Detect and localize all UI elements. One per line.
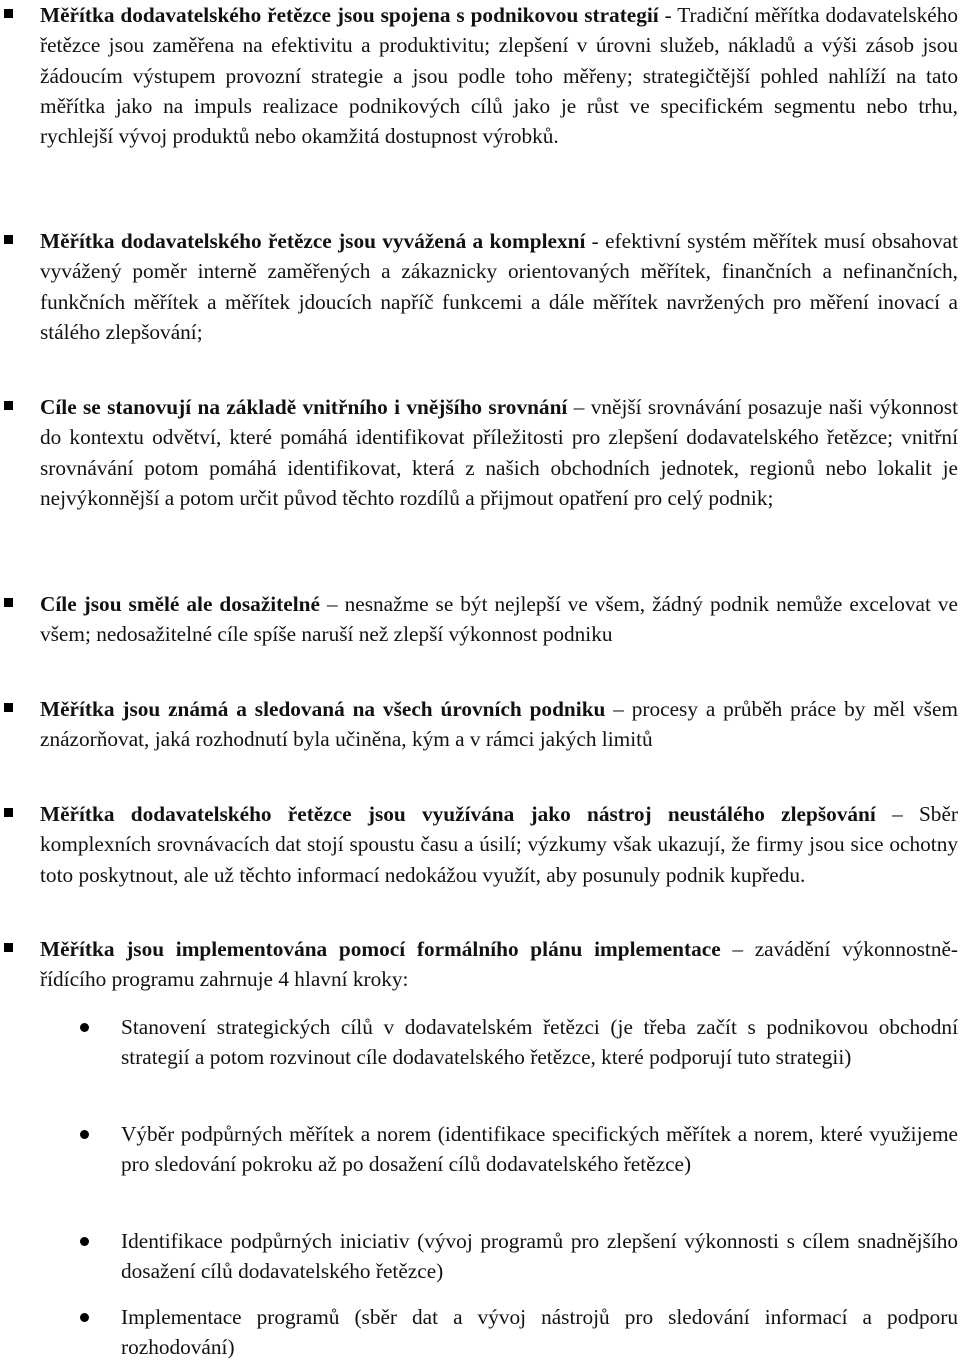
square-bullet-icon xyxy=(4,9,13,18)
list-item-separator: – xyxy=(319,592,345,616)
list-item xyxy=(0,934,960,995)
list-item-body: procesy a průběh práce by měl všem znázorňovat, jaká rozhodnutí byla učiněna, kým a v rámci jakých limitů xyxy=(40,697,958,752)
list-item-body: Tradiční měřítka dodavatelského řetězce jsou zaměřena na efektivitu a produktivitu; zlepšení v úrovni služeb, nákladů a výši zásob jsou žádoucím výstupem provozní strategie a jsou podle toho měřeny; strategičtější pohled nahlíží na tato měřítka jako na impuls realizace podnikových cílů jako je růst ve specifickém segmentu nebo trhu, rychlejší vývoj produktů nebo okamžitá dostupnost výrobků. xyxy=(40,3,958,149)
list-item-separator: – xyxy=(720,937,755,961)
sub-list-item xyxy=(0,1302,960,1363)
list-item-text xyxy=(40,799,958,890)
sub-list-item-text: Stanovení strategických cílů v dodavatelském řetězci (je třeba začít s podnikovou obchodní strategií a potom rozvinout cíle dodavatelského řetězce, které podporují tuto strategii) xyxy=(121,1015,958,1070)
list-item-title: Cíle jsou smělé ale dosažitelné xyxy=(40,592,320,616)
list-item-title: Cíle se stanovují na základě vnitřního i vnějšího srovnání xyxy=(40,395,568,419)
list-item-body: zavádění výkonnostně-řídícího programu zahrnuje 4 hlavní kroky: xyxy=(40,937,959,992)
square-bullet-icon xyxy=(4,235,13,244)
list-item xyxy=(0,694,960,755)
list-item-body: Sběr komplexních srovnávacích dat stojí spoustu času a úsilí; výzkumy však ukazují, že firmy jsou sice ochotny toto poskytnout, ale už těchto informací nedokážou využít, aby posunuly podnik kupředu. xyxy=(40,802,958,887)
list-item-text xyxy=(40,934,958,995)
list-item-text xyxy=(40,392,958,513)
list-item-title: Měřítka dodavatelského řetězce jsou vyvážená a komplexní xyxy=(40,229,586,253)
list-item-separator: – xyxy=(567,395,591,419)
list-item-body: vnější srovnávání posazuje naši výkonnost do kontextu odvětví, které pomáhá identifikovat příležitosti pro zlepšení dodavatelského řetězce; vnitřní srovnávání potom pomáhá identifikovat, která z našich obchodních jednotek, regionů nebo lokalit je nejvýkonnější a potom určit původ těchto rozdílů a přijmout opatření pro celý podnik; xyxy=(40,395,958,510)
list-item-title: Měřítka dodavatelského řetězce jsou využívána jako nástroj neustálého zlepšování xyxy=(40,802,876,826)
list-item-title: Měřítka dodavatelského řetězce jsou spojena s podnikovou strategií xyxy=(40,3,659,27)
sub-list-item-text: Výběr podpůrných měřítek a norem (identifikace specifických měřítek a norem, které využijeme pro sledování pokroku až po dosažení cílů dodavatelského řetězce) xyxy=(121,1122,958,1177)
list-item-text xyxy=(40,0,958,151)
list-item xyxy=(0,799,960,890)
list-item xyxy=(0,589,960,650)
list-item-body: efektivní systém měřítek musí obsahovat vyvážený poměr interně zaměřených a zákaznicky orientovaných měřítek, finančních a nefinančních, funkčních měřítek a měřítek jdoucích napříč funkcemi a dále měřítek navržených pro měření inovací a stálého zlepšování; xyxy=(40,229,959,344)
list-item xyxy=(0,0,960,151)
sub-list-item xyxy=(0,1012,960,1073)
round-bullet-icon xyxy=(80,1023,89,1032)
sub-list-item-text: Implementace programů (sběr dat a vývoj nástrojů pro sledování informací a podporu rozhodování) xyxy=(121,1305,958,1360)
sub-list-item xyxy=(0,1119,960,1180)
list-item xyxy=(0,392,960,513)
square-bullet-icon xyxy=(4,943,13,952)
list-item-title: Měřítka jsou implementována pomocí formálního plánu implementace xyxy=(40,937,721,961)
list-item-title: Měřítka jsou známá a sledovaná na všech úrovních podniku xyxy=(40,697,606,721)
list-item-body: nesnažme se být nejlepší ve všem, žádný podnik nemůže excelovat ve všem; nedosažitelné cíle spíše naruší než zlepší výkonnost podniku xyxy=(40,592,959,647)
sub-list-item-text: Identifikace podpůrných iniciativ (vývoj programů pro zlepšení výkonnosti s cílem snadnějšího dosažení cílů dodavatelského řetězce) xyxy=(121,1229,958,1284)
list-item xyxy=(0,226,960,347)
round-bullet-icon xyxy=(80,1313,89,1322)
list-item-separator: – xyxy=(875,802,919,826)
square-bullet-icon xyxy=(4,808,13,817)
list-item-separator: – xyxy=(605,697,632,721)
list-item-text xyxy=(40,694,958,755)
round-bullet-icon xyxy=(80,1130,89,1139)
list-item-separator: - xyxy=(585,229,606,253)
sub-list-item xyxy=(0,1226,960,1287)
square-bullet-icon xyxy=(4,598,13,607)
square-bullet-icon xyxy=(4,401,13,410)
list-item-text xyxy=(40,226,958,347)
square-bullet-icon xyxy=(4,703,13,712)
round-bullet-icon xyxy=(80,1237,89,1246)
list-item-separator: - xyxy=(658,3,678,27)
list-item-text xyxy=(40,589,958,650)
